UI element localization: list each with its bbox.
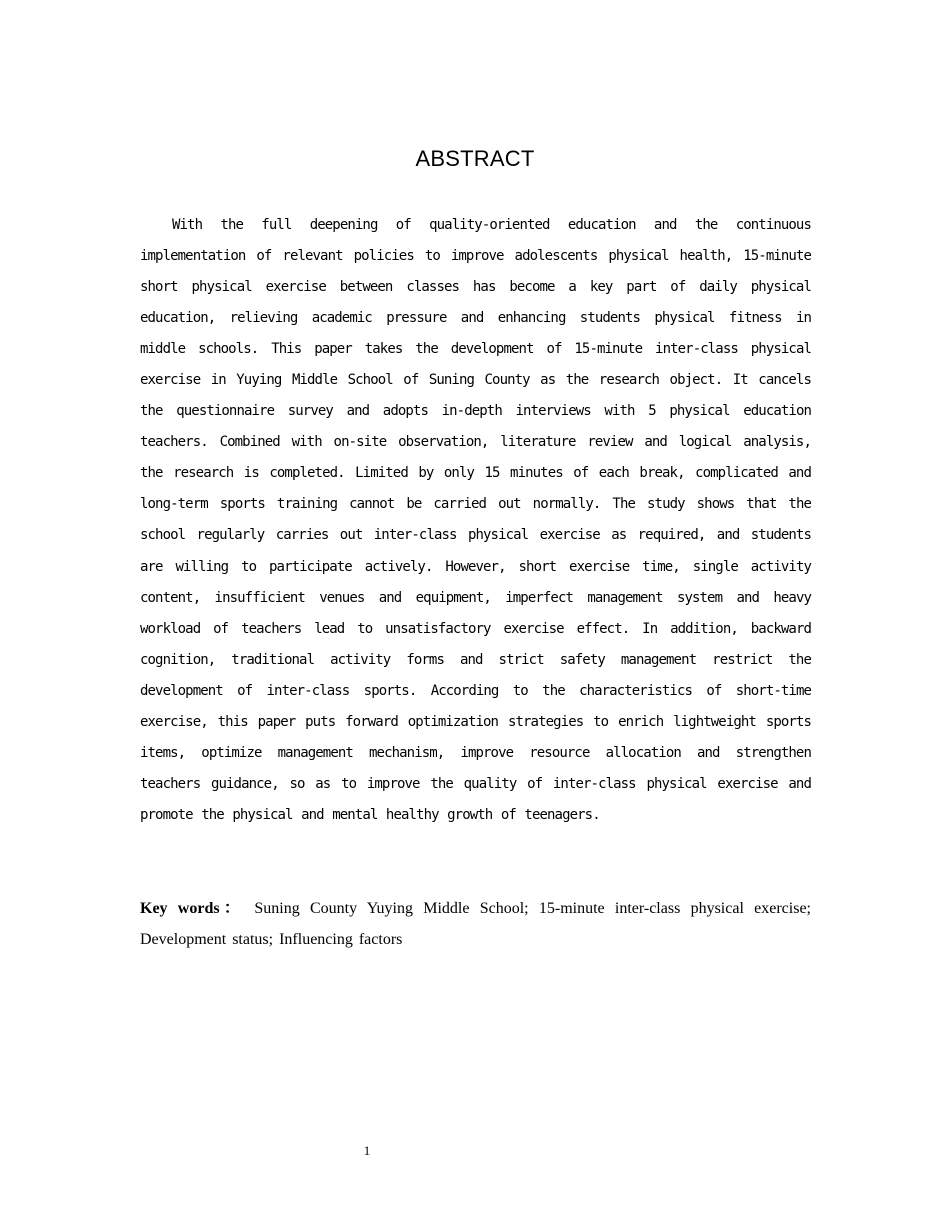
abstract-title: ABSTRACT (415, 146, 535, 171)
keywords-line (140, 893, 811, 955)
keywords-label: Key words： (140, 900, 245, 917)
keywords-text: Suning County Yuying Middle School; 15-minute inter-class physical exercise; Development status; Influencing factors (140, 900, 811, 948)
page-number: 1 (363, 1143, 371, 1158)
abstract-paragraph: With the full deepening of quality-oriented education and the continuous implementation of relevant policies to improve adolescents physical health, 15-minute short physical exercise between classes has become a key part of daily physical education, relieving academic pressure and enhancing students physical fitness in middle schools. This paper takes the development of 15-minute inter-class physical exercise in Yuying Middle School of Suning County as the research object. It cancels the questionnaire survey and adopts in-depth interviews with 5 physical education teachers. Combined with on-site observation, literature review and logical analysis, the research is completed. Limited by only 15 minutes of each break, complicated and long-term sports training cannot be carried out normally. The study shows that the school regularly carries out inter-class physical exercise as required, and students are willing to participate actively. However, short exercise time, single activity content, insufficient venues and equipment, imperfect management system and heavy workload of teachers lead to unsatisfactory exercise effect. In addition, backward cognition, traditional activity forms and strict safety management restrict the development of inter-class sports. According to the characteristics of short-time exercise, this paper puts forward optimization strategies to enrich lightweight sports items, optimize management mechanism, improve resource allocation and strengthen teachers guidance, so as to improve the quality of inter-class physical exercise and promote the physical and mental healthy growth of teenagers. (140, 217, 811, 823)
